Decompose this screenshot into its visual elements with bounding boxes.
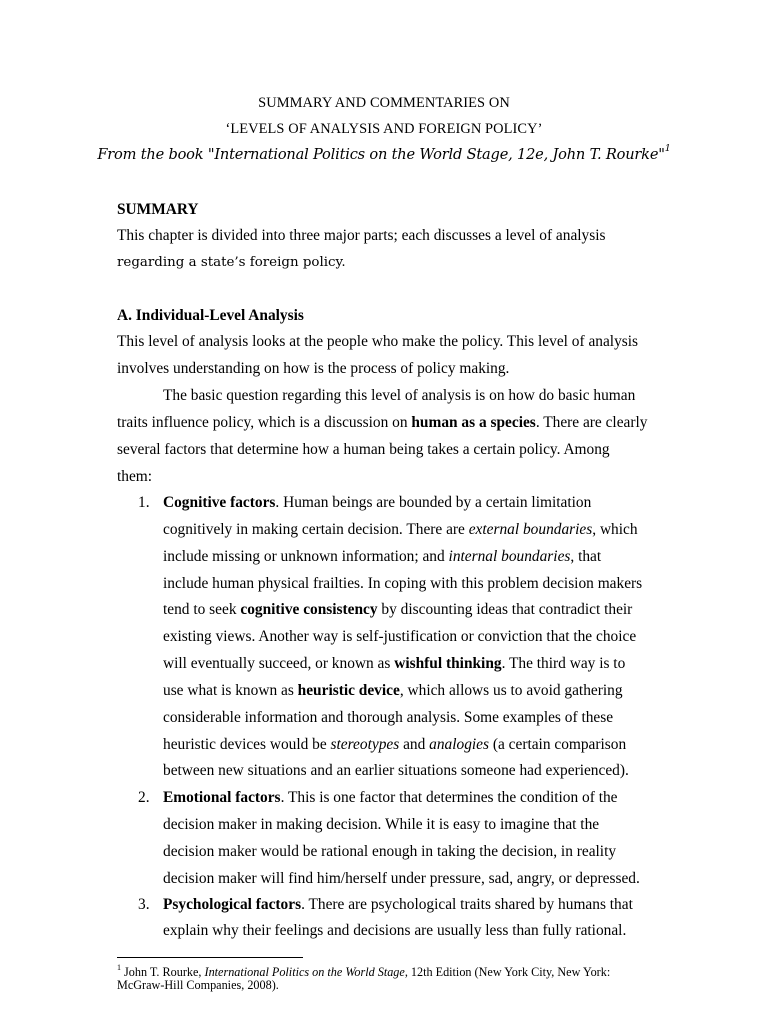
list-item-1-line-5: tend to seek cognitive consistency by discounting ideas that contradict their xyxy=(163,601,633,618)
list-item-3-line-2: explain why their feelings and decisions are usually less than fully rational. xyxy=(163,922,627,939)
footnote-reference[interactable]: 1 xyxy=(664,143,671,154)
summary-heading: SUMMARY xyxy=(117,201,199,218)
list-item-3-number: 3. xyxy=(138,896,150,913)
list-item-2-line-4: decision maker will find him/herself under pressure, sad, angry, or depressed. xyxy=(163,870,640,887)
list-item-2-line-1: Emotional factors. This is one factor that determines the condition of the xyxy=(163,789,618,806)
section-a-p2-line-2: traits influence policy, which is a discussion on human as a species. There are clearly xyxy=(117,414,648,431)
summary-text-line-1: This chapter is divided into three major parts; each discusses a level of analysis xyxy=(117,227,606,244)
footnote-line-2: McGraw-Hill Companies, 2008). xyxy=(117,978,279,992)
section-a-p2-line-3: several factors that determine how a human being takes a certain policy. Among xyxy=(117,441,610,458)
title-line-2: ‘LEVELS OF ANALYSIS AND FOREIGN POLICY’ xyxy=(225,121,543,137)
list-item-1-line-7: will eventually succeed, or known as wishful thinking. The third way is to xyxy=(163,655,626,672)
list-item-2-number: 2. xyxy=(138,789,150,806)
list-item-3-line-1: Psychological factors. There are psychological traits shared by humans that xyxy=(163,896,633,913)
section-a-p1-line-2: involves understanding on how is the process of policy making. xyxy=(117,360,510,377)
list-item-2-line-3: decision maker would be rational enough in taking the decision, in reality xyxy=(163,843,617,860)
section-a-heading: A. Individual-Level Analysis xyxy=(117,307,304,324)
footnote-divider xyxy=(117,957,303,958)
emphasis-term: human as a species xyxy=(411,414,536,431)
summary-text-line-2: regarding a state’s foreign policy. xyxy=(117,255,346,270)
section-a-p2-line-1: The basic question regarding this level of analysis is on how do basic human xyxy=(163,387,636,404)
list-item-1-line-6: existing views. Another way is self-justification or conviction that the choice xyxy=(163,628,637,645)
list-item-1-line-11: between new situations and an earlier situations someone had experienced). xyxy=(163,762,629,779)
subtitle-text: From the book "International Politics on the World Stage, 12e, John T. Rourke" xyxy=(97,145,665,163)
footnote-line-1: $^1$ John T. Rourke, International Politics on the World Stage, 12th Edition (New York City, New York: xyxy=(117,963,611,980)
footnote-mark: 1 xyxy=(117,963,121,972)
section-a-p1-line-1: This level of analysis looks at the people who make the policy. This level of analysis xyxy=(117,333,639,350)
list-item-1-line-10: heuristic devices would be stereotypes and analogies (a certain comparison xyxy=(163,736,627,753)
list-item-1-line-1: Cognitive factors. Human beings are bounded by a certain limitation xyxy=(163,494,592,511)
list-item-1-line-4: include human physical frailties. In coping with this problem decision makers xyxy=(163,575,643,592)
section-a-p2-line-4: them: xyxy=(117,468,153,485)
list-item-1-line-3: include missing or unknown information; and internal boundaries, that xyxy=(163,548,602,565)
list-item-1-line-9: considerable information and thorough analysis. Some examples of these xyxy=(163,709,614,726)
title-line-1: SUMMARY AND COMMENTARIES ON xyxy=(258,95,510,111)
list-item-1-line-2: cognitively in making certain decision. There are external boundaries, which xyxy=(163,521,638,538)
list-item-1-line-8: use what is known as heuristic device, which allows us to avoid gathering xyxy=(163,682,623,699)
subtitle xyxy=(0,143,768,163)
list-item-2-line-2: decision maker in making decision. While it is easy to imagine that the xyxy=(163,816,600,833)
list-item-1-number: 1. xyxy=(138,494,150,511)
